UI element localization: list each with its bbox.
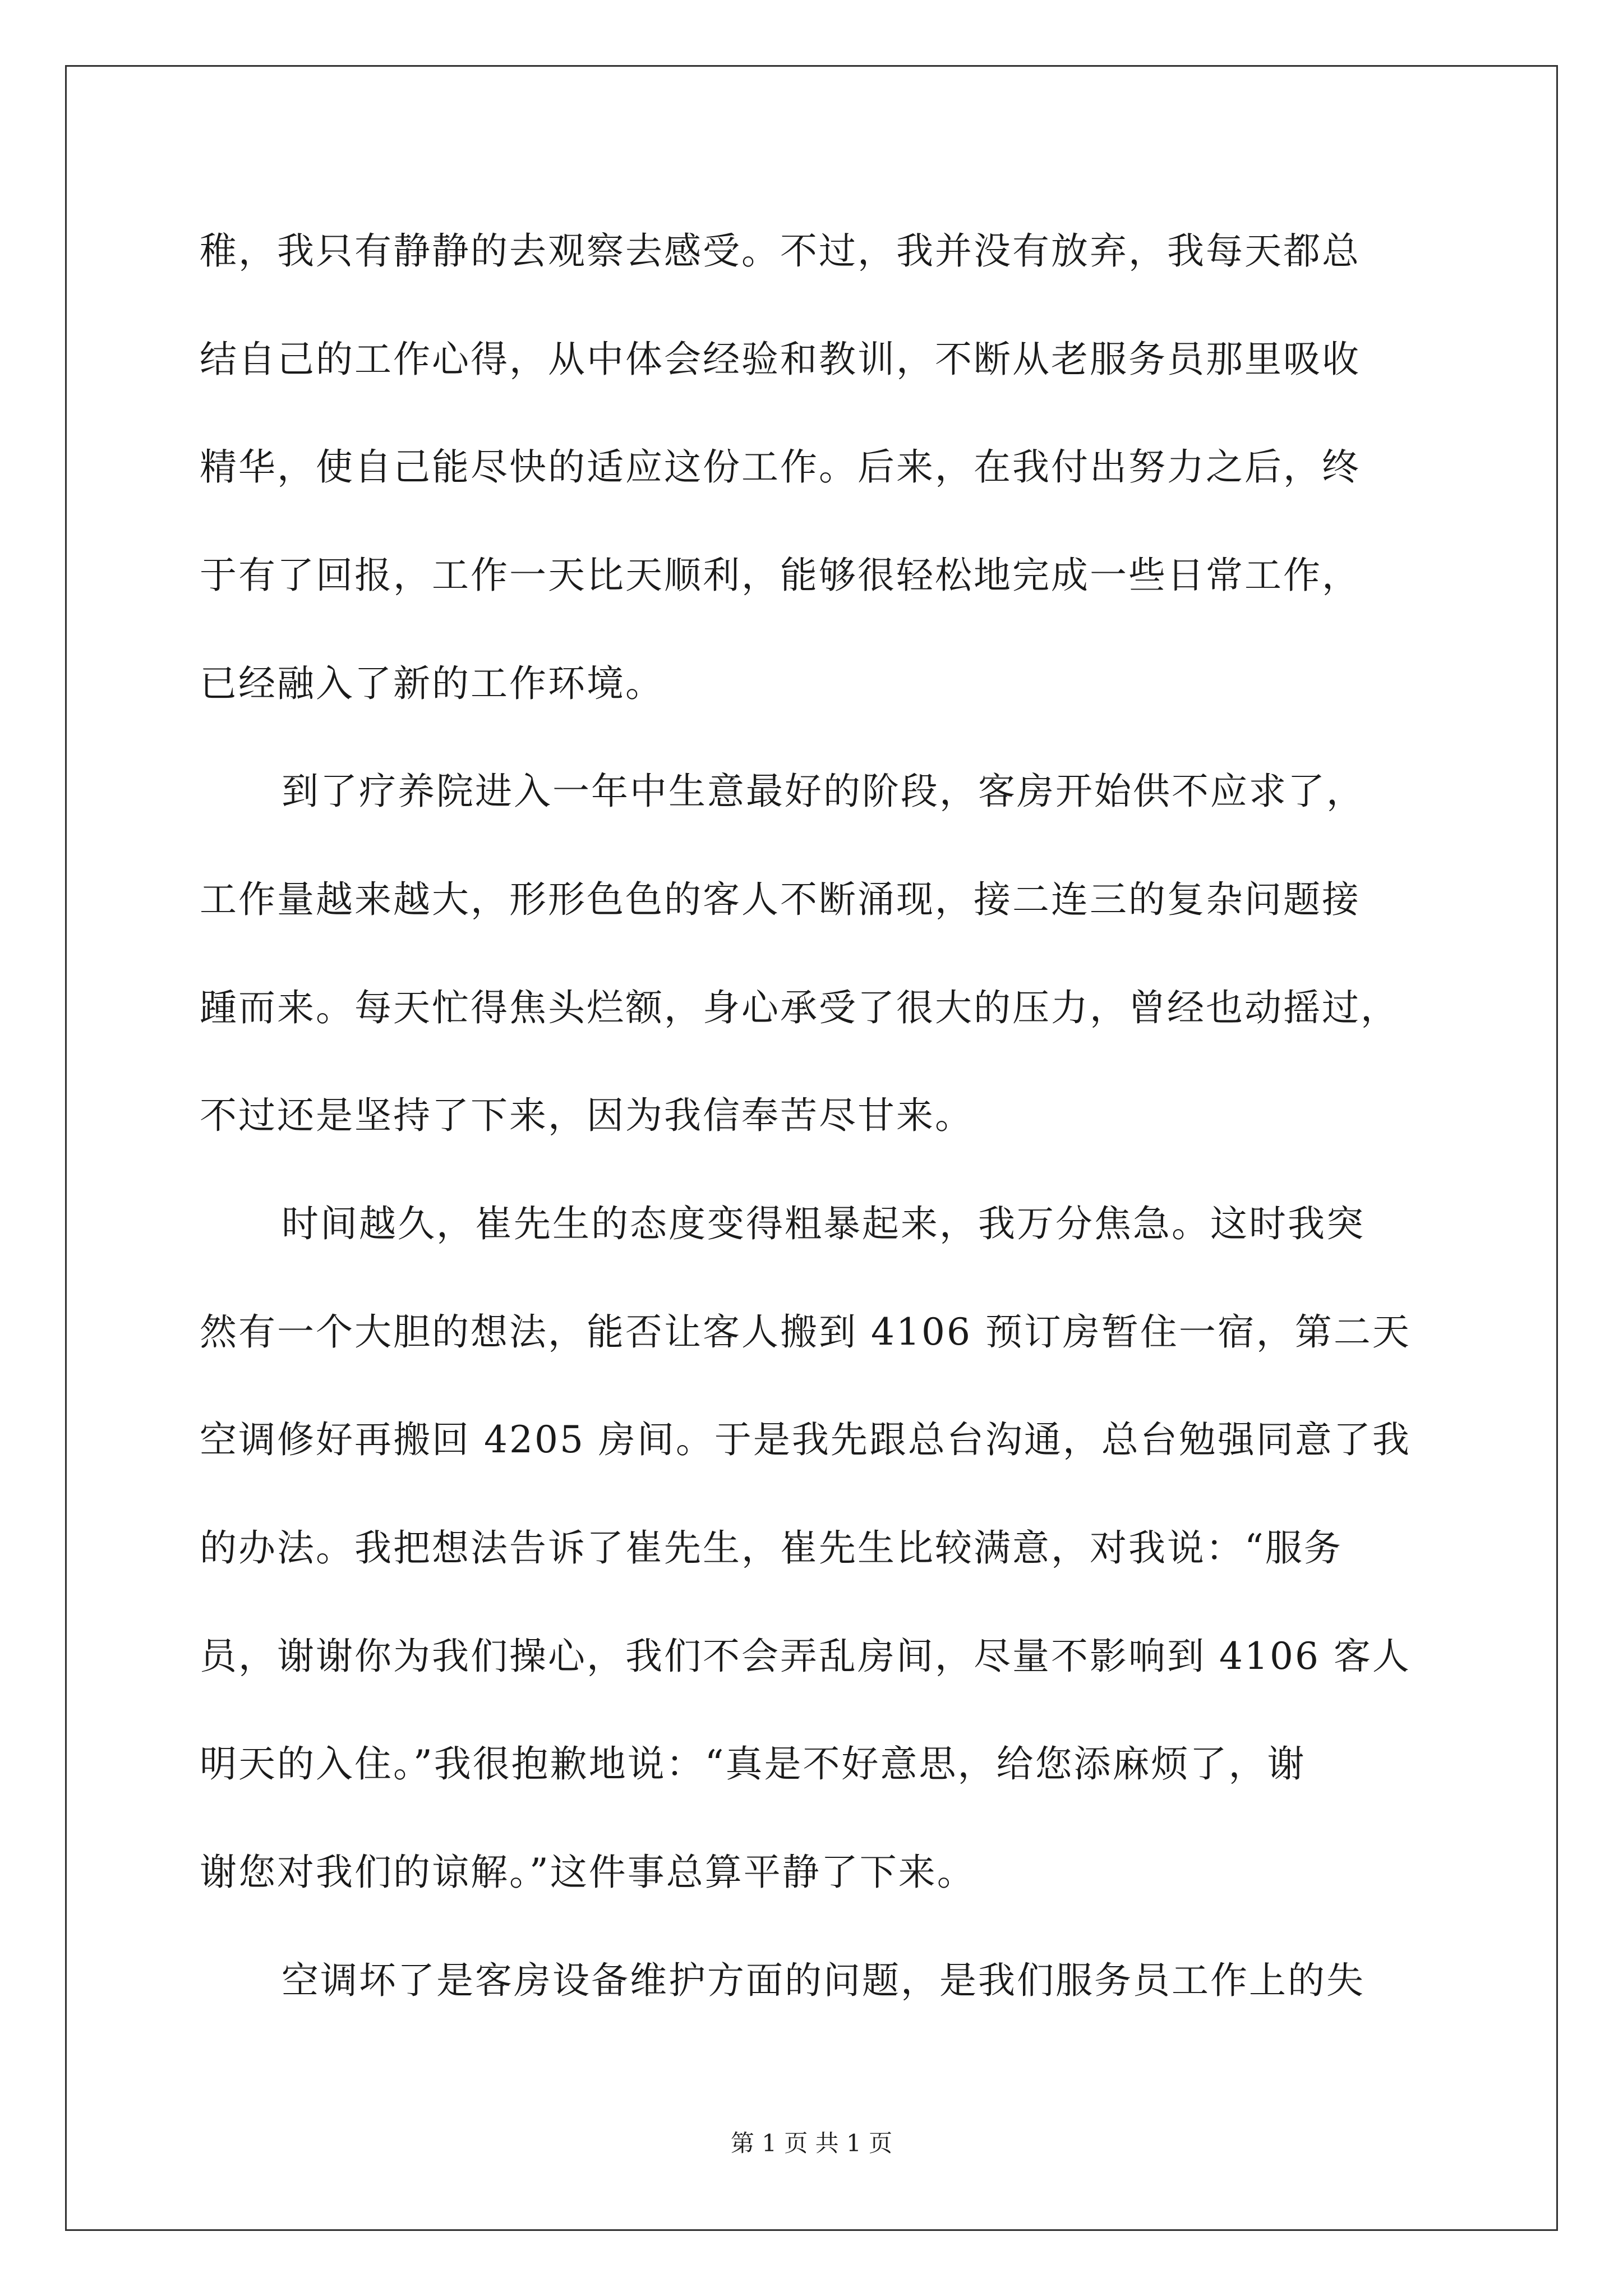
page-border bbox=[65, 65, 1558, 2231]
text-line: 于有了回报，工作一天比天顺利，能够很轻松地完成一些日常工作， bbox=[200, 554, 1361, 597]
text-line: 员，谢谢你为我们操心，我们不会弄乱房间，尽量不影响到 4106 客人 bbox=[200, 1635, 1411, 1678]
text-line: 空调修好再搬回 4205 房间。于是我先跟总台沟通，总台勉强同意了我 bbox=[200, 1418, 1411, 1461]
text-line: 稚，我只有静静的去观察去感受。不过，我并没有放弃，我每天都总 bbox=[200, 229, 1361, 273]
paragraph-start-line: 时间越久，崔先生的态度变得粗暴起来，我万分焦急。这时我突 bbox=[282, 1202, 1365, 1245]
text-line: 谢您对我们的谅解。”这件事总算平静了下来。 bbox=[200, 1851, 976, 1894]
text-line: 明天的入住。”我很抱歉地说：“真是不好意思，给您添麻烦了，谢 bbox=[200, 1742, 1306, 1786]
page-number-footer: 第 1 页 共 1 页 bbox=[730, 2129, 893, 2157]
text-line: 不过还是坚持了下来，因为我信奉苦尽甘来。 bbox=[200, 1094, 974, 1137]
text-line: 结自己的工作心得，从中体会经验和教训，不断从老服务员那里吸收 bbox=[200, 338, 1361, 381]
text-line: 踵而来。每天忙得焦头烂额，身心承受了很大的压力，曾经也动摇过， bbox=[200, 986, 1399, 1029]
text-line: 然有一个大胆的想法，能否让客人搬到 4106 预订房暂住一宿，第二天 bbox=[200, 1310, 1411, 1354]
text-line: 工作量越来越大，形形色色的客人不断涌现，接二连三的复杂问题接 bbox=[200, 878, 1361, 921]
text-line: 的办法。我把想法告诉了崔先生，崔先生比较满意，对我说：“服务 bbox=[200, 1526, 1343, 1570]
text-line: 精华，使自己能尽快的适应这份工作。后来，在我付出努力之后，终 bbox=[200, 445, 1361, 489]
paragraph-start-line: 空调坏了是客房设备维护方面的问题，是我们服务员工作上的失 bbox=[282, 1959, 1365, 2002]
text-line: 已经融入了新的工作环境。 bbox=[200, 662, 664, 705]
paragraph-start-line: 到了疗养院进入一年中生意最好的阶段，客房开始供不应求了， bbox=[282, 770, 1365, 813]
